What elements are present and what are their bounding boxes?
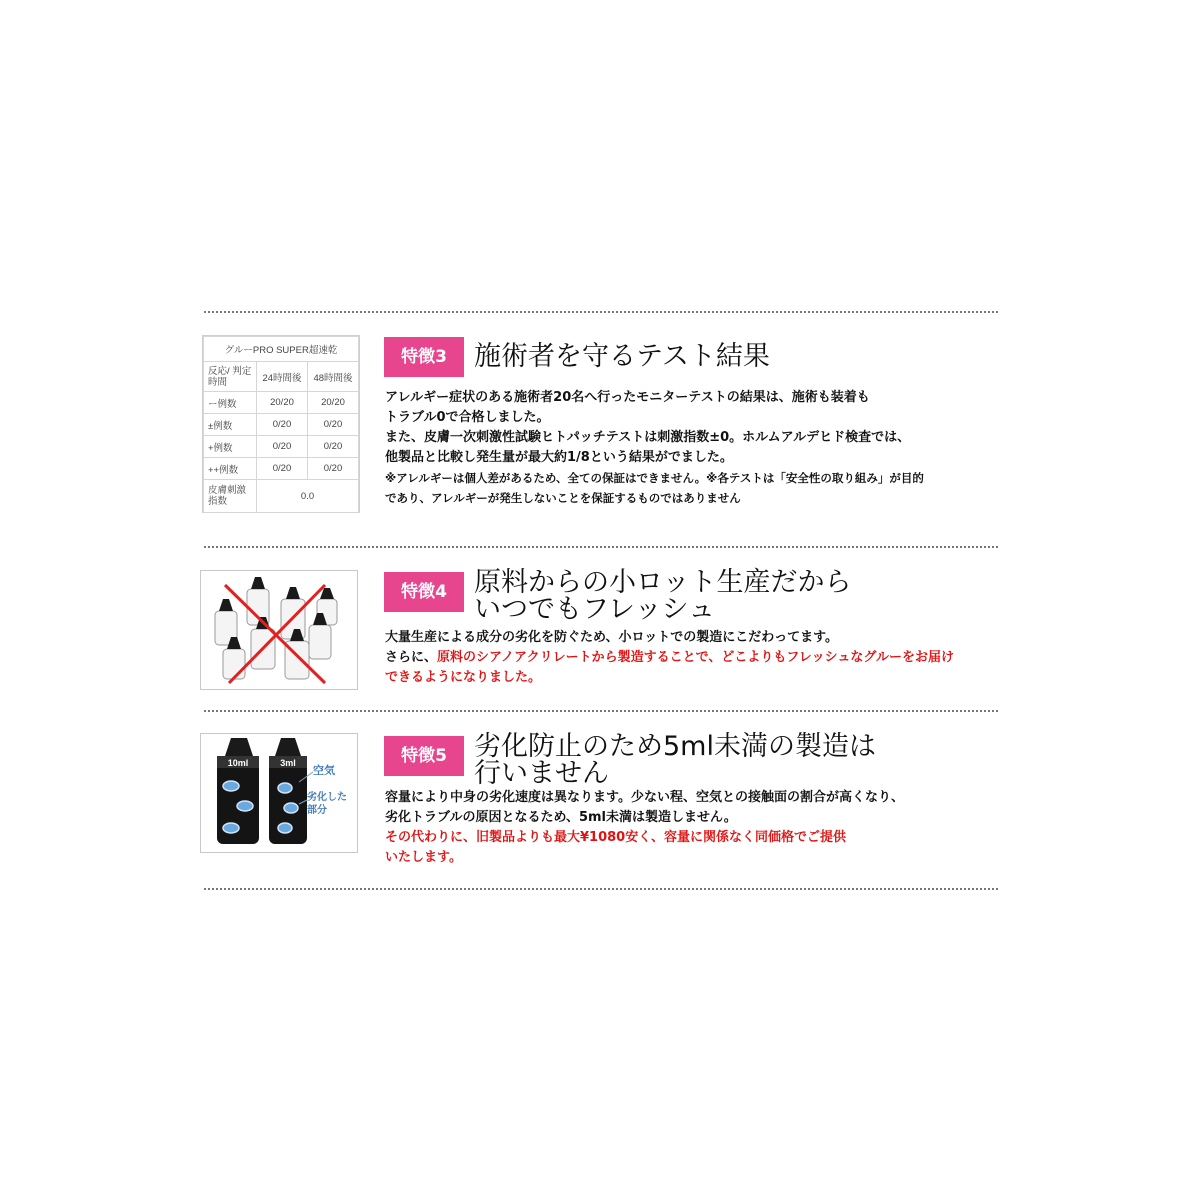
feature3-line-2: トラブル0で合格しました。 [385,410,550,425]
bottle-comparison-image [200,733,358,853]
feature3-note-2: であり、アレルギーが発生しないことを保証するものではありません [385,491,741,505]
feature4-body [385,628,1005,688]
feature5-heading-line-1: 劣化防止のため5ml未満の製造は [474,731,876,762]
feature5-badge: 特徴5 [384,736,464,776]
feature5-line-1: 容量により中身の劣化速度は異なります。少ない程、空気との接触面の割合が高くなり、 [385,790,904,805]
feature5-red-line-1: その代わりに、旧製品よりも最大¥1080安く、容量に関係なく同価格でご提供 [385,830,846,845]
table-row: ++例数 0/20 0/20 [204,458,359,480]
table-title: グルーPRO SUPER超速乾 [204,337,359,362]
bottle-left-label: 10ml [227,758,249,768]
degraded-label-1: 劣化した [307,792,347,803]
table-header-48h: 48時間後 [308,362,359,392]
feature3-badge: 特徴3 [384,337,464,377]
divider-2 [204,546,998,548]
test-results-table [202,335,360,513]
bottle-right-label: 3ml [280,758,296,768]
feature3-heading: 施術者を守るテスト結果 [474,341,770,372]
bottle-comparison-illustration [201,734,357,852]
divider-top [204,311,998,313]
feature3-note-1: ※アレルギーは個人差があるため、全ての保証はできません。※各テストは「安全性の取り組み」が目的 [385,471,924,485]
feature4-line-2: さらに、原料のシアノアクリレートから製造することで、どこよりもフレッシュなグルーをお届け [385,650,955,665]
feature4-heading [474,569,851,623]
feature3-line-3: また、皮膚一次刺激性試験ヒトパッチテストは刺激指数±0。ホルムアルデヒド検査では、 [385,430,911,445]
feature3-line-1: アレルギー症状のある施術者20名へ行ったモニターテストの結果は、施術も装着も [385,390,870,405]
divider-bottom [204,888,998,890]
table-row: ±例数 0/20 0/20 [204,414,359,436]
feature3-line-4: 他製品と比較し発生量が最大約1/8という結果がでました。 [385,450,733,465]
crossed-bottles-image [200,570,358,690]
air-label: 空気 [313,764,335,777]
feature5-red-line-2: いたします。 [385,850,462,865]
feature4-line-3: できるようになりました。 [385,670,542,685]
table-index-value: 0.0 [257,480,359,513]
table-header-reaction: 反応/ 判定時間 [204,362,257,392]
feature5-body [385,788,1005,868]
table-row: ー例数 20/20 20/20 [204,392,359,414]
feature5-line-2: 劣化トラブルの原因となるため、5ml未満は製造しません。 [385,810,737,825]
crossed-bottles-illustration [201,571,357,689]
degraded-label-2: 部分 [307,805,327,816]
feature5-heading-line-2: 行いません [474,758,609,789]
table-row: +例数 0/20 0/20 [204,436,359,458]
feature4-line-1: 大量生産による成分の劣化を防ぐため、小ロットでの製造にこだわってます。 [385,630,839,645]
feature5-heading [474,733,876,787]
feature4-heading-line-2: いつでもフレッシュ [474,594,716,625]
feature4-badge: 特徴4 [384,572,464,612]
feature3-body [385,388,1005,508]
table-header-24h: 24時間後 [257,362,308,392]
divider-3 [204,710,998,712]
table-index-label: 皮膚刺激 指数 [204,480,257,513]
feature4-heading-line-1: 原料からの小ロット生産だから [474,567,852,598]
